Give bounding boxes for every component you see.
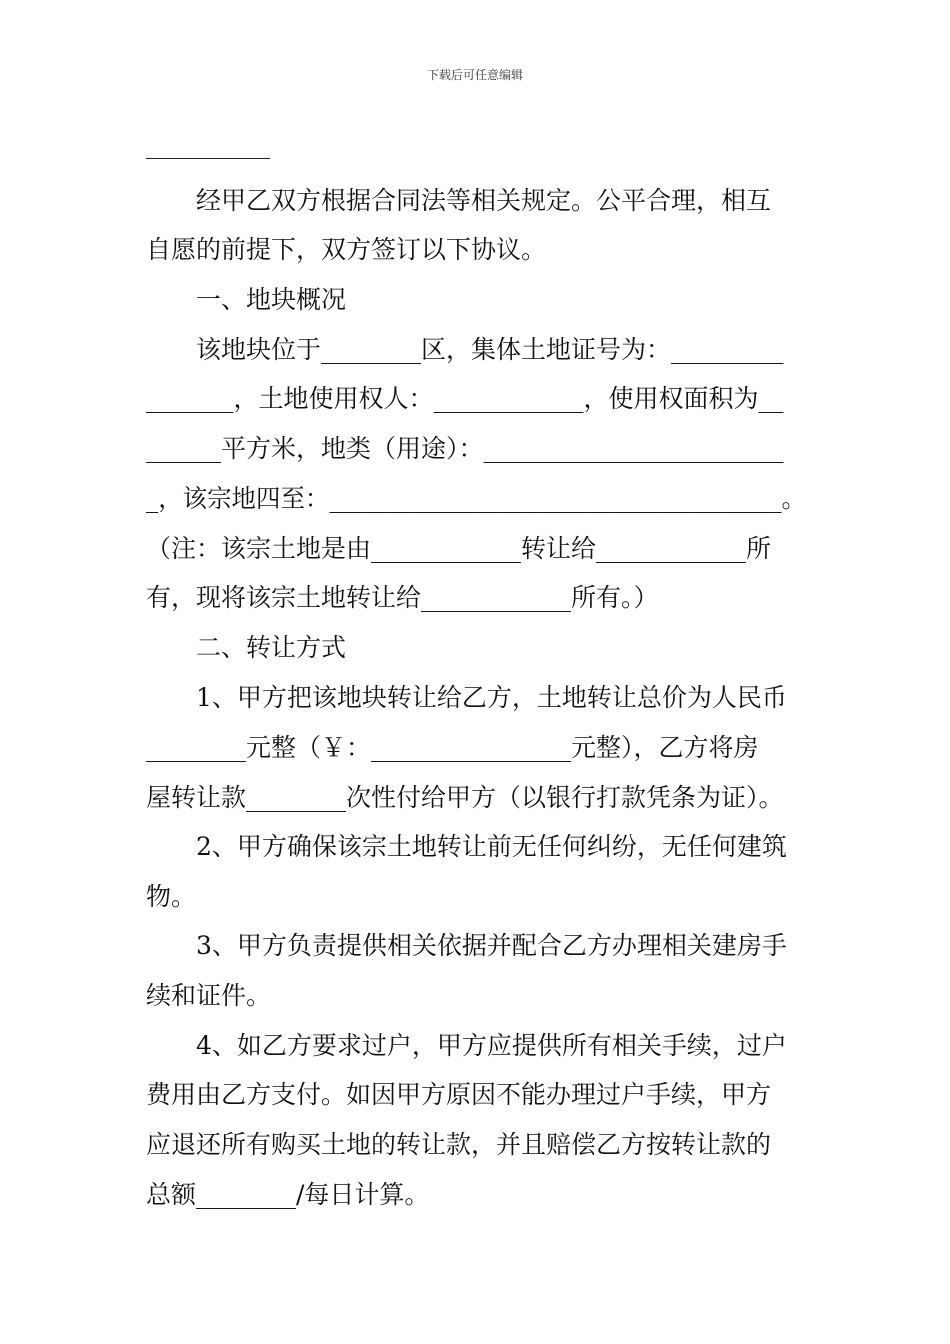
paragraph-line: _，该宗地四至：_____________________________________。 <box>146 484 807 513</box>
paragraph-line: 续和证件。 <box>146 981 272 1010</box>
paragraph-line: 屋转让款________次性付给甲方（以银行打款凭条为证）。 <box>146 783 784 812</box>
paragraph-line: 3、甲方负责提供相关依据并配合乙方办理相关建房手 <box>196 931 787 960</box>
page-header: 下载后可任意编辑 <box>426 68 523 82</box>
paragraph-line: 经甲乙双方根据合同法等相关规定。公平合理，相互 <box>196 186 772 215</box>
paragraph-line: 物。 <box>146 882 197 911</box>
paragraph-line: 2、甲方确保该宗土地转让前无任何纠纷，无任何建筑 <box>196 832 787 861</box>
paragraph-line: 1、甲方把该地块转让给乙方，土地转让总价为人民币 <box>196 683 787 712</box>
paragraph-line: _______，土地使用权人：____________，使用权面积为__ <box>146 384 784 413</box>
paragraph-line: 4、如乙方要求过户，甲方应提供所有相关手续，过户 <box>196 1031 787 1060</box>
section-heading: 一、地块概况 <box>196 285 347 314</box>
paragraph-line: ________元整（￥：________________元整），乙方将房 <box>146 733 759 762</box>
paragraph-line: 总额________/每日计算。 <box>146 1180 430 1209</box>
paragraph-line: 有，现将该宗土地转让给____________所有。） <box>146 583 659 612</box>
paragraph-line: 应退还所有购买土地的转让款，并且赔偿乙方按转让款的 <box>146 1130 772 1159</box>
separator-line <box>146 158 270 159</box>
paragraph-line: 费用由乙方支付。如因甲方原因不能办理过户手续，甲方 <box>146 1080 772 1109</box>
section-heading: 二、转让方式 <box>196 633 347 662</box>
paragraph-line: ______平方米，地类（用途）：________________________ <box>146 434 784 463</box>
paragraph-line: 该地块位于________区，集体土地证号为：_________ <box>196 335 784 364</box>
paragraph-line: （注：该宗土地是由____________转让给____________所 <box>146 534 772 563</box>
paragraph-line: 自愿的前提下，双方签订以下协议。 <box>146 235 547 264</box>
